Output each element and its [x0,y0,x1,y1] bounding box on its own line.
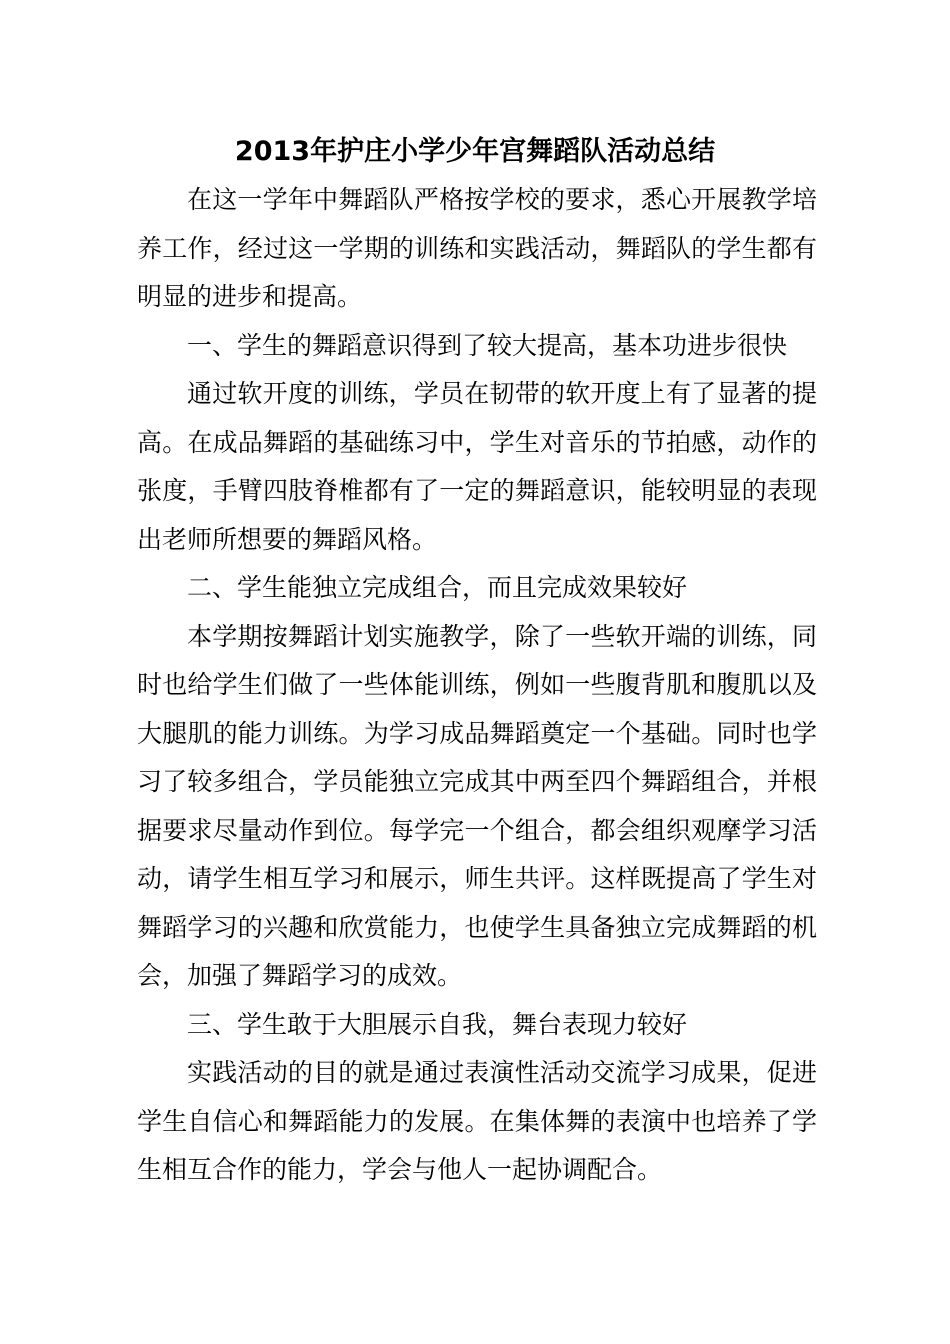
section-paragraph-3: 实践活动的目的就是通过表演性活动交流学习成果，促进学生自信心和舞蹈能力的发展。在集体舞的表演中也培养了学生相互合作的能力，学会与他人一起协调配合。 [137,1058,817,1184]
section-heading-3: 三、学生敢于大胆展示自我，舞台表现力较好 [187,1009,688,1039]
document-title: 2013年护庄小学少年宫舞蹈队活动总结 [234,136,716,167]
section-paragraph-1: 通过软开度的训练，学员在韧带的软开度上有了显著的提高。在成品舞蹈的基础练习中，学生对音乐的节拍感，动作的张度，手臂四肢脊椎都有了一定的舞蹈意识，能较明显的表现出老师所想要的舞蹈风格。 [137,379,817,554]
intro-paragraph: 在这一学年中舞蹈队严格按学校的要求，悉心开展教学培养工作，经过这一学期的训练和实践活动，舞蹈队的学生都有明显的进步和提高。 [137,185,817,311]
section-paragraph-2: 本学期按舞蹈计划实施教学，除了一些软开端的训练，同时也给学生们做了一些体能训练，例如一些腹背肌和腹肌以及大腿肌的能力训练。为学习成品舞蹈奠定一个基础。同时也学习了较多组合，学员能独立完成其中两至四个舞蹈组合，并根据要求尽量动作到位。每学完一个组合，都会组织观摩学习活动，请学生相互学习和展示，师生共评。这样既提高了学生对舞蹈学习的兴趣和欣赏能力，也使学生具备独立完成舞蹈的机会，加强了舞蹈学习的成效。 [137,621,817,990]
document-body [137,176,817,1195]
section-heading-2: 二、学生能独立完成组合，而且完成效果较好 [187,573,688,602]
section-heading-1: 一、学生的舞蹈意识得到了较大提高，基本功进步很快 [187,330,788,360]
